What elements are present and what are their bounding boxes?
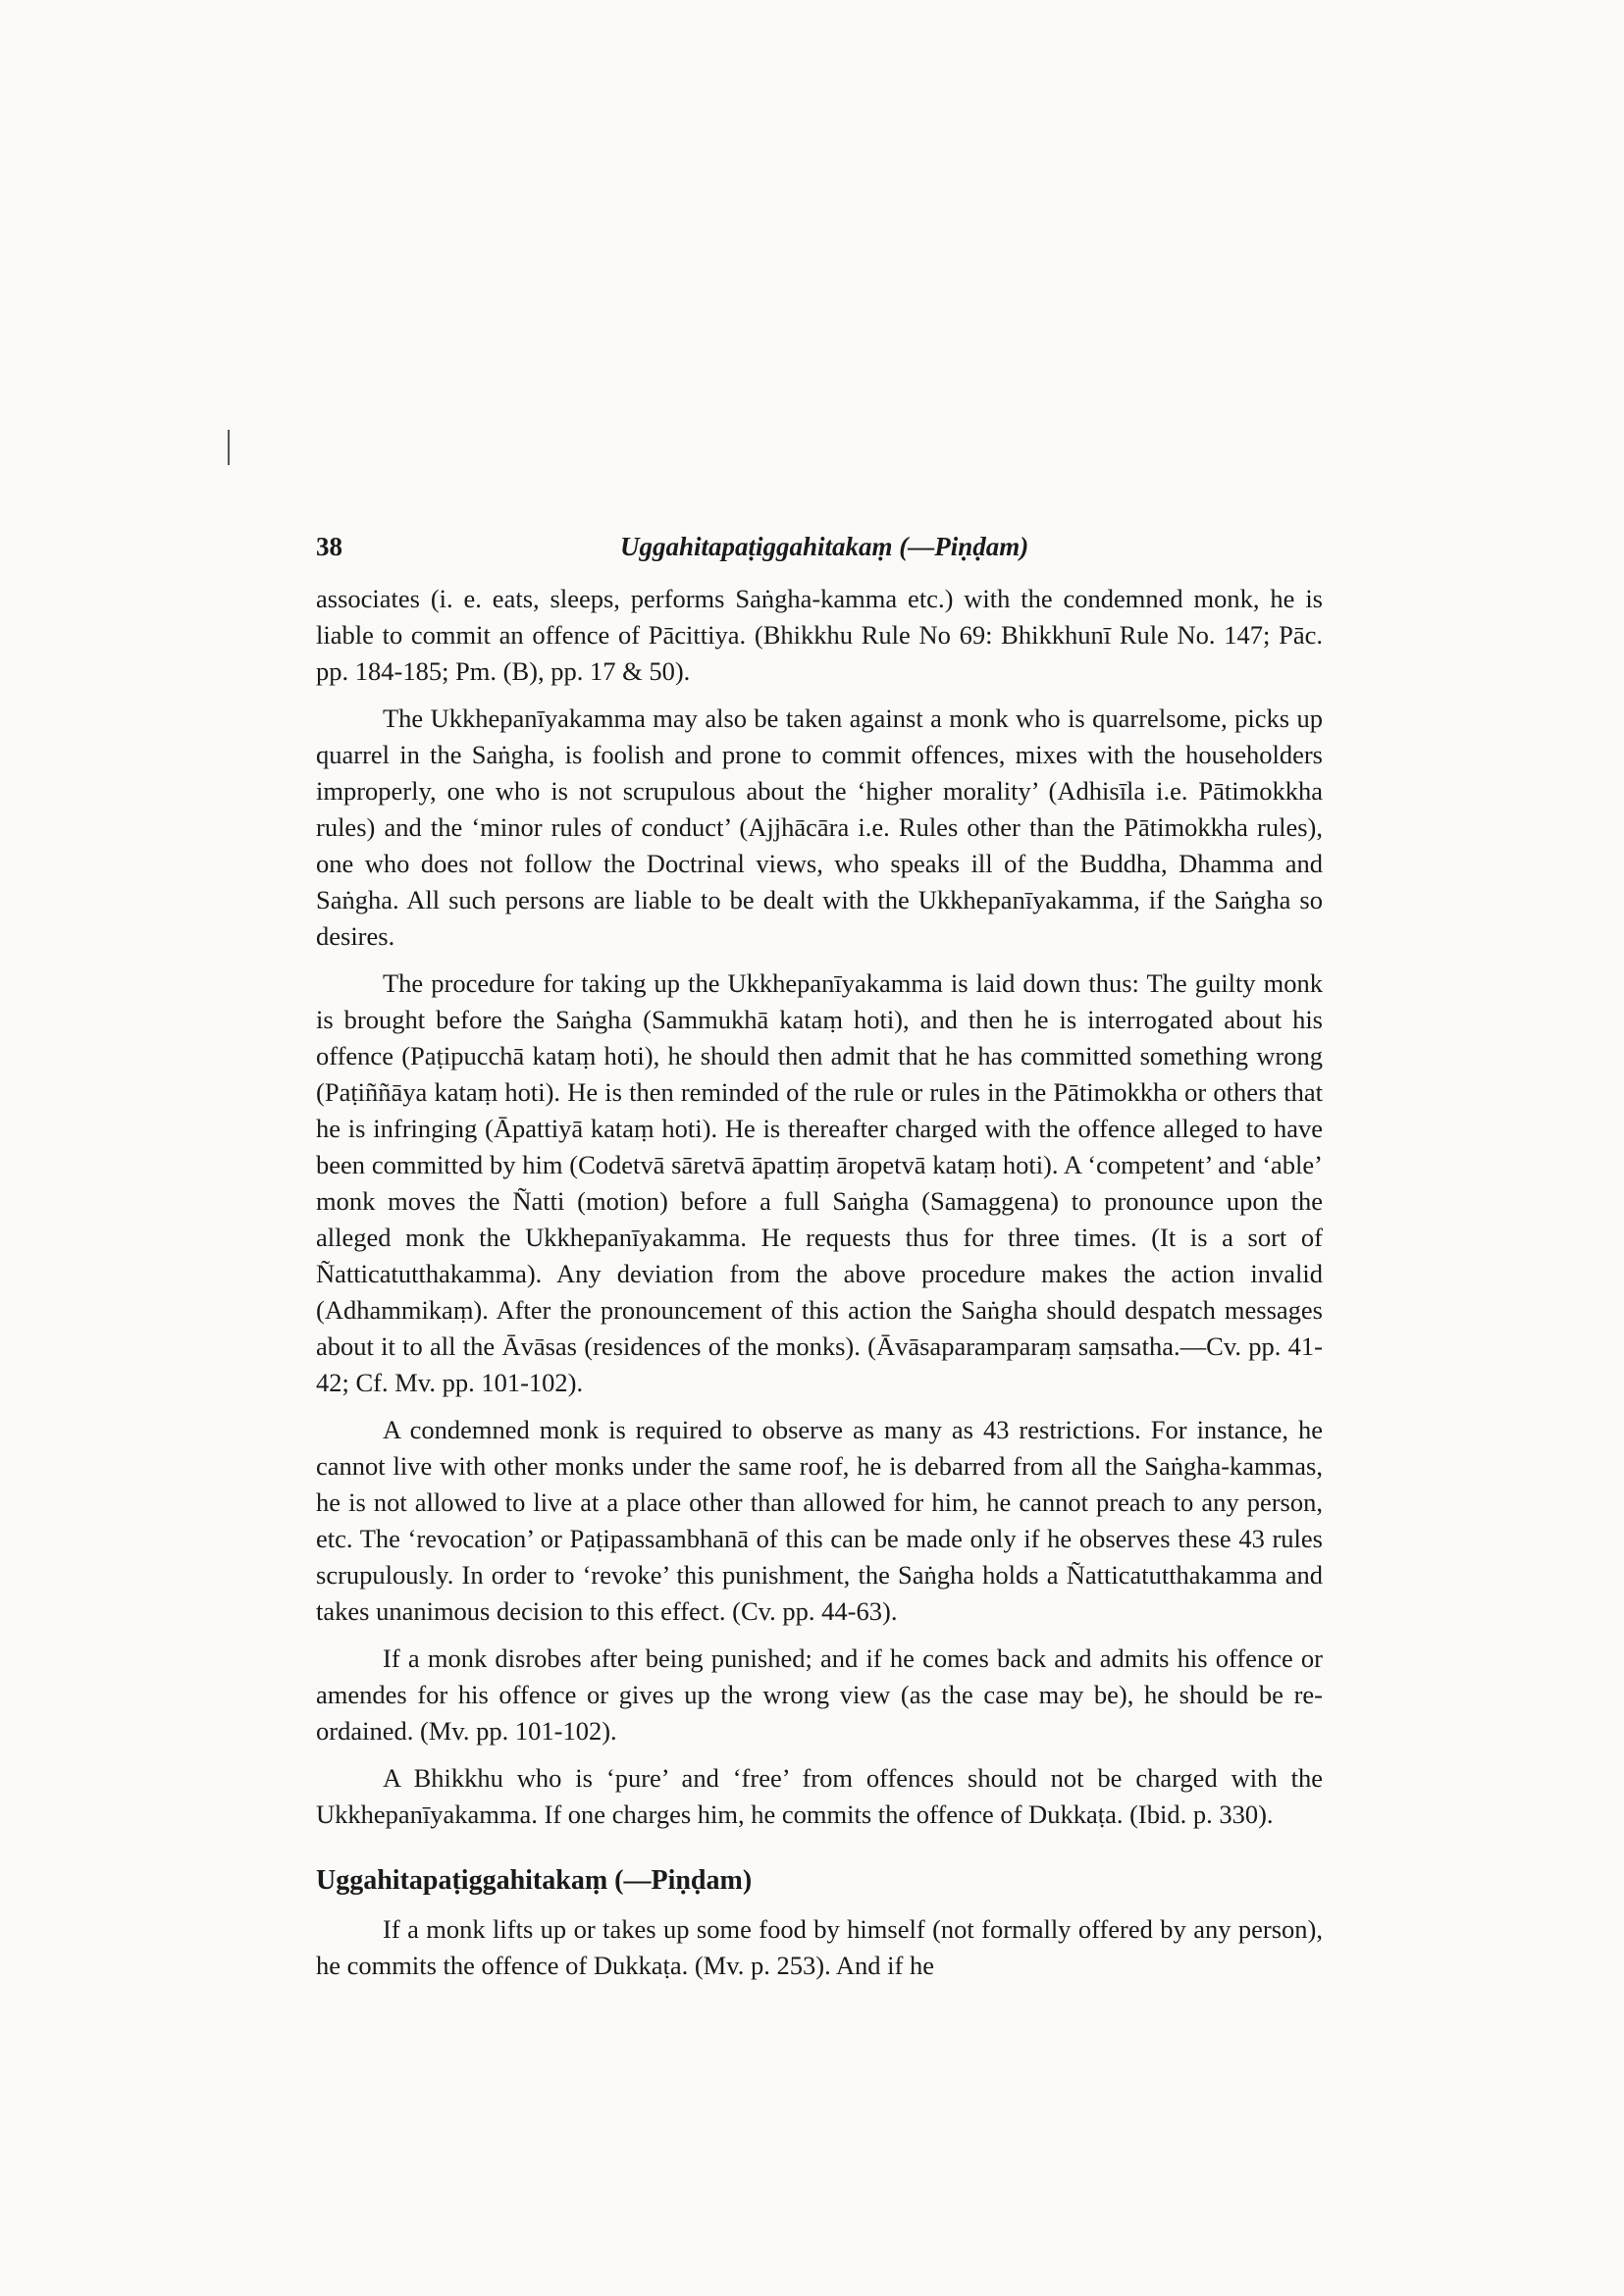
paragraph-1: associates (i. e. eats, sleeps, performs Saṅgha-kamma etc.) with the condemned monk, he is liable to commit an offence of Pācittiya. (Bhikkhu Rule No 69: Bhikkhunī Rule No. 147; Pāc. pp. 184-185; Pm. (B), pp. 17 & 50). (316, 584, 1323, 686)
section-paragraph: If a monk lifts up or takes up some food by himself (not formally offered by any person), he commits the offence of Dukkaṭa. (Mv. p. 253). And if he (316, 1914, 1323, 1980)
section-heading: Uggahitapaṭiggahitakaṃ (—Piṇḍam) (316, 1865, 753, 1896)
paragraph-5: If a monk disrobes after being punished; and if he comes back and admits his offence or amendes for his offence or gives up the wrong view (as the case may be), he should be re-ordained. (Mv. pp. 101-102). (316, 1644, 1323, 1746)
paragraph-2: The Ukkhepanīyakamma may also be taken against a monk who is quarrelsome, picks up quarrel in the Saṅgha, is foolish and prone to commit offences, mixes with the householders improperly, one who is not scrupulous about the ‘higher morality’ (Adhisīla i.e. Pātimokkha rules) and the ‘minor rules of conduct’ (Ajjhācāra i.e. Rules other than the Pātimokkha rules), one who does not follow the Doctrinal views, who speaks ill of the Buddha, Dhamma and Saṅgha. All such persons are liable to be dealt with the Ukkhepanīyakamma, if the Saṅgha so desires. (316, 704, 1323, 951)
page-body (316, 532, 1323, 1995)
running-title: Uggahitapaṭiggahitakaṃ (—Piṇḍam) (620, 532, 1029, 561)
paragraph-3: The procedure for taking up the Ukkhepanīyakamma is laid down thus: The guilty monk is brought before the Saṅgha (Sammukhā kataṃ hoti), and then he is interrogated about his offence (Paṭipucchā kataṃ hoti), he should then admit that he has committed something wrong (Paṭiññāya kataṃ hoti). He is then reminded of the rule or rules in the Pātimokkha or others that he is infringing (Āpattiyā kataṃ hoti). He is thereafter charged with the offence alleged to have been committed by him (Codetvā sāretvā āpattiṃ āropetvā kataṃ hoti). A ‘competent’ and ‘able’ monk moves the Ñatti (motion) before a full Saṅgha (Samaggena) to pronounce upon the alleged monk the Ukkhepanīyakamma. He requests thus for three times. (It is a sort of Ñatticatutthakamma). Any deviation from the above procedure makes the action invalid (Adhammikaṃ). After the pronouncement of this action the Saṅgha should despatch messages about it to all the Āvāsas (residences of the monks). (Āvāsaparamparaṃ saṃsatha.—Cv. pp. 41-42; Cf. Mv. pp. 101-102). (316, 968, 1323, 1397)
margin-mark (228, 430, 230, 465)
running-head (316, 532, 1323, 571)
page-number: 38 (316, 532, 342, 561)
paragraph-6: A Bhikkhu who is ‘pure’ and ‘free’ from offences should not be charged with the Ukkhepanīyakamma. If one charges him, he commits the offence of Dukkaṭa. (Ibid. p. 330). (316, 1763, 1323, 1829)
paragraph-4: A condemned monk is required to observe as many as 43 restrictions. For instance, he cannot live with other monks under the same roof, he is debarred from all the Saṅgha-kammas, he is not allowed to live at a place other than allowed for him, he cannot preach to any person, etc. The ‘revocation’ or Paṭipassambhanā of this can be made only if he observes these 43 rules scrupulously. In order to ‘revoke’ this punishment, the Saṅgha holds a Ñatticatutthakamma and takes unanimous decision to this effect. (Cv. pp. 44-63). (316, 1415, 1323, 1626)
